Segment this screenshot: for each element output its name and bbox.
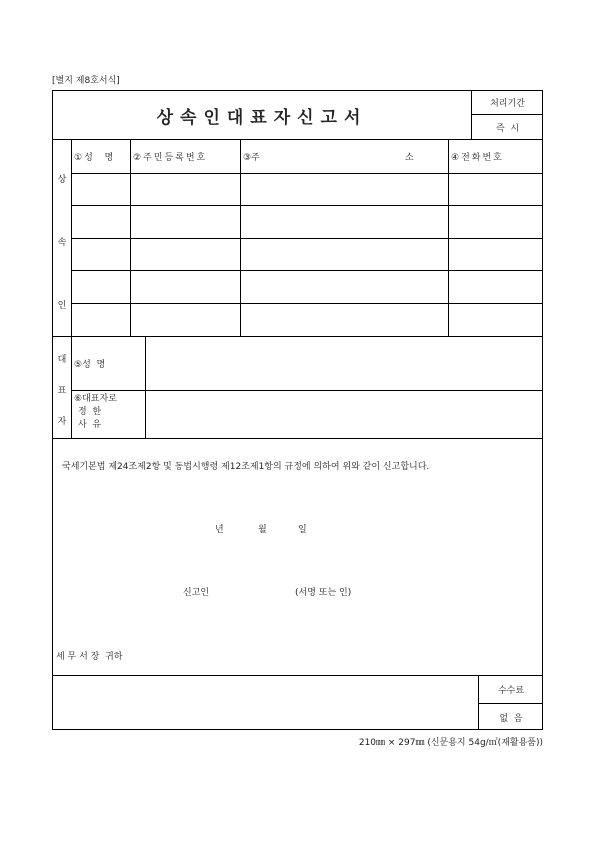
heir-resident-number-field[interactable] bbox=[133, 304, 237, 335]
column-header-phone: ④전화번호 bbox=[451, 153, 504, 163]
divider bbox=[130, 139, 131, 336]
reason-label-line: 정 한 bbox=[78, 407, 102, 417]
heir-name-field[interactable] bbox=[74, 206, 127, 237]
column-header-name: ①성 명 bbox=[74, 153, 116, 163]
divider bbox=[145, 336, 146, 438]
heir-address-field[interactable] bbox=[243, 271, 445, 302]
heir-name-field[interactable] bbox=[74, 271, 127, 302]
declaration-text: 국세기본법 제24조제2항 및 동법시행령 제12조제1항의 규정에 의하여 위와 같이 신고합니다. bbox=[62, 462, 430, 472]
form-number-label: [별지 제8호서식] bbox=[52, 76, 120, 86]
heir-address-field[interactable] bbox=[243, 174, 445, 205]
heir-address-field[interactable] bbox=[243, 206, 445, 237]
heirs-side-label: 인 bbox=[57, 301, 67, 311]
heir-name-field[interactable] bbox=[74, 174, 127, 205]
reason-label-line: 사 유 bbox=[78, 420, 102, 430]
representative-name-label: ⑤성 명 bbox=[74, 360, 106, 370]
heir-phone-field[interactable] bbox=[451, 206, 540, 237]
heir-phone-field[interactable] bbox=[451, 304, 540, 335]
heir-phone-field[interactable] bbox=[451, 174, 540, 205]
column-header-address: ③주 bbox=[243, 153, 260, 163]
form-title: 상속인대표자신고서 bbox=[156, 107, 368, 128]
representative-reason-label bbox=[74, 393, 144, 432]
heirs-side-label: 상 bbox=[57, 175, 67, 185]
representative-side-label: 자 bbox=[57, 417, 67, 427]
date-month: 월 bbox=[258, 525, 267, 535]
representative-side-label: 표 bbox=[57, 386, 67, 396]
heir-resident-number-field[interactable] bbox=[133, 271, 237, 302]
heirs-side-label: 속 bbox=[57, 238, 67, 248]
date-day: 일 bbox=[298, 525, 307, 535]
divider bbox=[240, 139, 241, 336]
divider bbox=[71, 139, 72, 438]
heir-address-field[interactable] bbox=[243, 239, 445, 270]
heir-address-field[interactable] bbox=[243, 304, 445, 335]
heir-name-field[interactable] bbox=[74, 304, 127, 335]
heir-phone-field[interactable] bbox=[451, 239, 540, 270]
reporter-sign: (서명 또는 인) bbox=[295, 588, 352, 598]
divider bbox=[52, 675, 543, 676]
divider bbox=[448, 139, 449, 336]
reason-label-line: ⑥대표자로 bbox=[74, 394, 117, 404]
fee-label: 수수료 bbox=[497, 686, 525, 696]
heir-resident-number-field[interactable] bbox=[133, 206, 237, 237]
representative-name-field[interactable] bbox=[150, 337, 540, 390]
fee-value: 없 음 bbox=[499, 713, 523, 724]
representative-reason-field[interactable] bbox=[150, 391, 540, 438]
processing-period-label: 처리기간 bbox=[490, 99, 525, 109]
representative-side-label: 대 bbox=[57, 355, 67, 365]
recipient: 세 무 서 장 귀하 bbox=[56, 652, 123, 662]
reporter-label: 신고인 bbox=[183, 588, 210, 598]
heir-name-field[interactable] bbox=[74, 239, 127, 270]
processing-period-value: 즉 시 bbox=[495, 123, 520, 134]
heir-phone-field[interactable] bbox=[451, 271, 540, 302]
heir-resident-number-field[interactable] bbox=[133, 239, 237, 270]
divider bbox=[52, 438, 543, 439]
date-year: 년 bbox=[215, 525, 224, 535]
paper-spec-note: 210㎜ × 297㎜ (신문용지 54g/㎡(재활용품)) bbox=[358, 738, 543, 748]
heir-resident-number-field[interactable] bbox=[133, 174, 237, 205]
column-header-resident-number: ②주민등록번호 bbox=[133, 153, 208, 163]
column-header-address-suffix: 소 bbox=[405, 153, 414, 163]
